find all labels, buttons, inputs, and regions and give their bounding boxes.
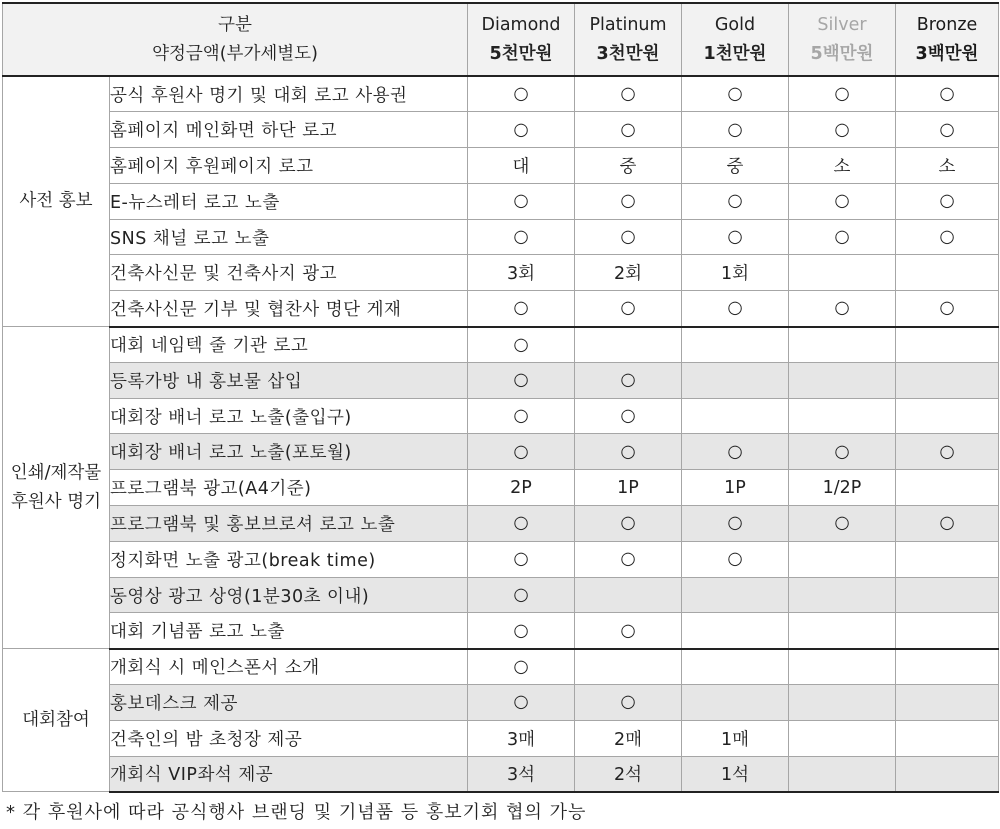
tier-value-cell — [789, 398, 896, 434]
group-label-line: 후원사 명기 — [10, 491, 102, 512]
group-label — [3, 649, 110, 792]
benefit-item: 홍보데스크 제공 — [110, 685, 468, 721]
tier-value-cell — [896, 613, 999, 649]
tier-value-cell — [789, 541, 896, 577]
tier-price: 5천만원 — [489, 43, 553, 64]
benefit-item: 건축인의 밤 초청장 제공 — [110, 720, 468, 756]
tier-value-cell — [789, 327, 896, 363]
category-header — [3, 3, 468, 76]
table-row — [3, 362, 999, 398]
tier-value-cell: ○ — [468, 398, 575, 434]
tier-name: Bronze — [916, 14, 978, 35]
table-row — [3, 327, 999, 363]
table-row — [3, 255, 999, 291]
table-row — [3, 685, 999, 721]
benefit-item: 정지화면 노출 광고(break time) — [110, 541, 468, 577]
tier-value-cell — [682, 577, 789, 613]
tier-value-cell: ○ — [575, 613, 682, 649]
tier-value-cell: 1P — [682, 470, 789, 506]
tier-value-cell: ○ — [789, 183, 896, 219]
tier-value-cell: 2회 — [575, 255, 682, 291]
table-row — [3, 183, 999, 219]
tier-value-cell: 1매 — [682, 720, 789, 756]
benefit-item: 건축사신문 기부 및 협찬사 명단 게재 — [110, 291, 468, 327]
tier-value-cell: ○ — [575, 76, 682, 112]
benefit-item: 프로그램북 및 홍보브로셔 로고 노출 — [110, 506, 468, 542]
tier-value-cell: ○ — [682, 219, 789, 255]
tier-value-cell — [789, 649, 896, 685]
tier-value-cell: ○ — [468, 219, 575, 255]
tier-value-cell — [896, 327, 999, 363]
tier-value-cell — [789, 685, 896, 721]
tier-value-cell: ○ — [468, 76, 575, 112]
tier-header-bronze — [896, 3, 999, 76]
tier-value-cell: ○ — [789, 112, 896, 148]
tier-value-cell: ○ — [575, 291, 682, 327]
tier-header-silver — [789, 3, 896, 76]
tier-value-cell: ○ — [468, 112, 575, 148]
footnote: * 각 후원사에 따라 공식행사 브랜딩 및 기념품 등 홍보기회 협의 가능 — [6, 802, 587, 823]
tier-value-cell: ○ — [575, 219, 682, 255]
tier-value-cell — [896, 398, 999, 434]
tier-value-cell: ○ — [468, 362, 575, 398]
sponsorship-table — [2, 2, 999, 793]
tier-name: Silver — [817, 14, 867, 35]
tier-value-cell: ○ — [896, 434, 999, 470]
tier-value-cell — [896, 685, 999, 721]
tier-value-cell: 1회 — [682, 255, 789, 291]
tier-value-cell: 3매 — [468, 720, 575, 756]
tier-value-cell: 3회 — [468, 255, 575, 291]
table-row — [3, 434, 999, 470]
table-row — [3, 577, 999, 613]
tier-value-cell — [682, 649, 789, 685]
table-row — [3, 148, 999, 184]
table-row — [3, 756, 999, 792]
tier-value-cell: ○ — [789, 76, 896, 112]
tier-value-cell — [575, 649, 682, 685]
tier-price: 3백만원 — [915, 43, 979, 64]
benefit-item: 홈페이지 메인화면 하단 로고 — [110, 112, 468, 148]
tier-value-cell: ○ — [682, 76, 789, 112]
tier-value-cell — [789, 362, 896, 398]
tier-value-cell: ○ — [682, 183, 789, 219]
category-label: 구분 — [218, 14, 252, 35]
table-row — [3, 112, 999, 148]
tier-value-cell: ○ — [575, 506, 682, 542]
table-row — [3, 541, 999, 577]
table-row — [3, 219, 999, 255]
tier-value-cell: ○ — [789, 219, 896, 255]
tier-value-cell: 1석 — [682, 756, 789, 792]
tier-value-cell — [789, 756, 896, 792]
tier-value-cell: 대 — [468, 148, 575, 184]
tier-value-cell: ○ — [789, 506, 896, 542]
tier-value-cell — [682, 362, 789, 398]
amount-label: 약정금액(부가세별도) — [152, 43, 318, 64]
tier-value-cell — [896, 255, 999, 291]
benefit-item: 대회장 배너 로고 노출(출입구) — [110, 398, 468, 434]
table-row — [3, 649, 999, 685]
tier-value-cell — [896, 470, 999, 506]
tier-value-cell: 소 — [896, 148, 999, 184]
benefit-item: 홈페이지 후원페이지 로고 — [110, 148, 468, 184]
benefit-item: 등록가방 내 홍보물 삽입 — [110, 362, 468, 398]
tier-value-cell: ○ — [468, 506, 575, 542]
tier-value-cell — [789, 255, 896, 291]
benefit-item: E-뉴스레터 로고 노출 — [110, 183, 468, 219]
tier-price: 3천만원 — [596, 43, 660, 64]
tier-value-cell: ○ — [682, 506, 789, 542]
tier-value-cell — [896, 362, 999, 398]
tier-name: Platinum — [589, 14, 667, 35]
tier-value-cell: ○ — [896, 183, 999, 219]
table-row — [3, 398, 999, 434]
tier-name: Diamond — [481, 14, 561, 35]
group-label-line: 대회참여 — [22, 709, 90, 730]
tier-value-cell: ○ — [682, 541, 789, 577]
benefit-item: SNS 채널 로고 노출 — [110, 219, 468, 255]
tier-value-cell — [789, 577, 896, 613]
tier-value-cell: ○ — [468, 577, 575, 613]
tier-value-cell — [896, 649, 999, 685]
tier-value-cell — [896, 720, 999, 756]
benefit-item: 대회 기념품 로고 노출 — [110, 613, 468, 649]
benefit-item: 개회식 시 메인스폰서 소개 — [110, 649, 468, 685]
header-row — [3, 3, 999, 76]
benefit-item: 공식 후원사 명기 및 대회 로고 사용권 — [110, 76, 468, 112]
tier-value-cell: ○ — [682, 112, 789, 148]
tier-value-cell — [575, 577, 682, 613]
tier-value-cell: ○ — [468, 327, 575, 363]
table-row — [3, 76, 999, 112]
benefit-item: 건축사신문 및 건축사지 광고 — [110, 255, 468, 291]
tier-value-cell: ○ — [896, 291, 999, 327]
table-row — [3, 291, 999, 327]
benefit-item: 개회식 VIP좌석 제공 — [110, 756, 468, 792]
tier-value-cell: 중 — [575, 148, 682, 184]
tier-value-cell: ○ — [896, 506, 999, 542]
tier-value-cell — [896, 756, 999, 792]
tier-header-platinum — [575, 3, 682, 76]
tier-value-cell: ○ — [575, 685, 682, 721]
tier-value-cell: ○ — [468, 541, 575, 577]
tier-value-cell: ○ — [575, 398, 682, 434]
benefit-item: 대회 네임텍 줄 기관 로고 — [110, 327, 468, 363]
table-row — [3, 720, 999, 756]
benefit-item: 대회장 배너 로고 노출(포토월) — [110, 434, 468, 470]
tier-value-cell: ○ — [896, 112, 999, 148]
table-row — [3, 470, 999, 506]
tier-name: Gold — [714, 14, 756, 35]
tier-value-cell: ○ — [468, 183, 575, 219]
tier-value-cell — [682, 327, 789, 363]
tier-value-cell: 소 — [789, 148, 896, 184]
tier-value-cell: 2매 — [575, 720, 682, 756]
tier-value-cell: ○ — [575, 434, 682, 470]
tier-value-cell: ○ — [575, 183, 682, 219]
tier-value-cell — [896, 577, 999, 613]
tier-price: 1천만원 — [703, 43, 767, 64]
tier-value-cell: ○ — [468, 649, 575, 685]
tier-value-cell: ○ — [468, 685, 575, 721]
group-label-line: 인쇄/제작물 — [10, 462, 102, 483]
table-body — [3, 76, 999, 792]
group-label-line: 사전 홍보 — [19, 191, 93, 212]
tier-value-cell — [682, 613, 789, 649]
tier-value-cell: 1P — [575, 470, 682, 506]
tier-value-cell — [682, 398, 789, 434]
group-label — [3, 76, 110, 327]
tier-value-cell: ○ — [575, 362, 682, 398]
tier-value-cell: 3석 — [468, 756, 575, 792]
benefit-item: 동영상 광고 상영(1분30초 이내) — [110, 577, 468, 613]
tier-header-diamond — [468, 3, 575, 76]
tier-price: 5백만원 — [810, 43, 874, 64]
tier-value-cell — [682, 685, 789, 721]
table-row — [3, 506, 999, 542]
tier-value-cell: ○ — [468, 434, 575, 470]
tier-value-cell: 중 — [682, 148, 789, 184]
tier-header-gold — [682, 3, 789, 76]
tier-value-cell: ○ — [468, 291, 575, 327]
group-label — [3, 327, 110, 649]
tier-value-cell: 2P — [468, 470, 575, 506]
tier-value-cell: 1/2P — [789, 470, 896, 506]
tier-value-cell: ○ — [575, 541, 682, 577]
table-row — [3, 613, 999, 649]
tier-value-cell: 2석 — [575, 756, 682, 792]
tier-value-cell: ○ — [682, 434, 789, 470]
tier-value-cell — [896, 541, 999, 577]
benefit-item: 프로그램북 광고(A4기준) — [110, 470, 468, 506]
tier-value-cell — [789, 613, 896, 649]
tier-value-cell — [789, 720, 896, 756]
tier-value-cell: ○ — [896, 76, 999, 112]
tier-value-cell: ○ — [789, 434, 896, 470]
tier-value-cell — [575, 327, 682, 363]
tier-value-cell: ○ — [789, 291, 896, 327]
tier-value-cell: ○ — [575, 112, 682, 148]
tier-value-cell: ○ — [896, 219, 999, 255]
tier-value-cell: ○ — [682, 291, 789, 327]
tier-value-cell: ○ — [468, 613, 575, 649]
